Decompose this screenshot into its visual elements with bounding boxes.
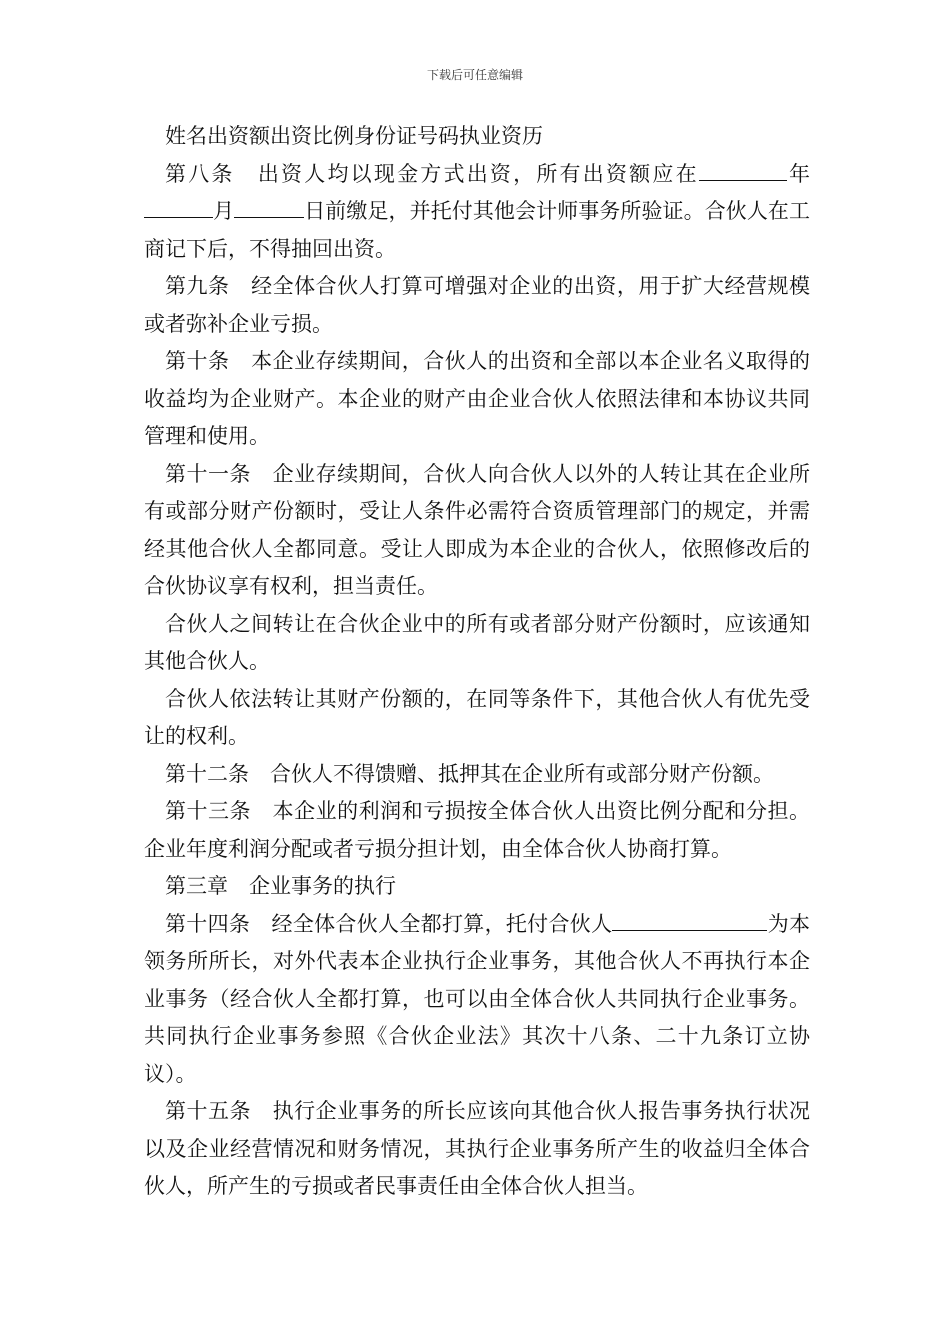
article-8-text-2: 日前缴足，并托付其他会计师事务所验证。合伙人在工商记下后，不得抽回出资。 <box>144 199 811 261</box>
article-12: 第十二条 合伙人不得馈赠、抵押其在企业所有或部分财产份额。 <box>165 761 774 786</box>
article-11: 第十一条 企业存续期间，合伙人向合伙人以外的人转让其在企业所有或部分财产份额时，受让人条件必需符合资质管理部门的规定，并需经其他合伙人全都同意。受让人即成为本企业的合伙人，依照修改后的合伙协议享有权利，担当责任。 <box>144 461 810 598</box>
blank-year-cont <box>144 199 213 218</box>
chapter-3-heading: 第三章 企业事务的执行 <box>165 874 396 898</box>
article-8-text-1: 第八条 出资人均以现金方式出资，所有出资额应在 <box>165 161 699 186</box>
article-9: 第九条 经全体合伙人打算可增强对企业的出资，用于扩大经营规模或者弥补企业亏损。 <box>144 274 810 336</box>
article-11-para-3: 合伙人依法转让其财产份额的，在同等条件下，其他合伙人有优先受让的权利。 <box>144 686 810 748</box>
article-15: 第十五条 执行企业事务的所长应该向其他合伙人报告事务执行状况以及企业经营情况和财务情况，其执行企业事务所产生的收益归全体合伙人，所产生的亏损或者民事责任由全体合伙人担当。 <box>144 1099 810 1198</box>
partner-table-header: 姓名出资额出资比例身份证号码执业资历 <box>165 124 543 148</box>
article-13: 第十三条 本企业的利润和亏损按全体合伙人出资比例分配和分担。企业年度利润分配或者亏损分担计划，由全体合伙人协商打算。 <box>144 799 810 861</box>
blank-partner-name <box>612 912 767 931</box>
blank-day <box>234 199 304 218</box>
article-10: 第十条 本企业存续期间，合伙人的出资和全部以本企业名义取得的收益均为企业财产。本企业的财产由企业合伙人依照法律和本协议共同管理和使用。 <box>144 349 810 448</box>
blank-year <box>699 162 787 181</box>
article-11-para-2: 合伙人之间转让在合伙企业中的所有或者部分财产份额时，应该通知其他合伙人。 <box>144 611 810 673</box>
page-header-note: 下载后可任意编辑 <box>426 68 523 82</box>
article-8 <box>144 156 810 269</box>
article-8-month: 月 <box>213 199 235 223</box>
document-body <box>144 118 810 1206</box>
article-14-text-2: 为本领务所所长，对外代表本企业执行企业事务，其他合伙人不再执行本企业事务（经合伙人全都打算，也可以由全体合伙人共同执行企业事务。共同执行企业事务参照《合伙企业法》其次十八条、二十九条订立协议）。 <box>144 911 810 1086</box>
article-14 <box>144 906 810 1094</box>
article-14-text-1: 第十四条 经全体合伙人全都打算，托付合伙人 <box>165 911 613 936</box>
article-8-year: 年 <box>786 161 811 186</box>
